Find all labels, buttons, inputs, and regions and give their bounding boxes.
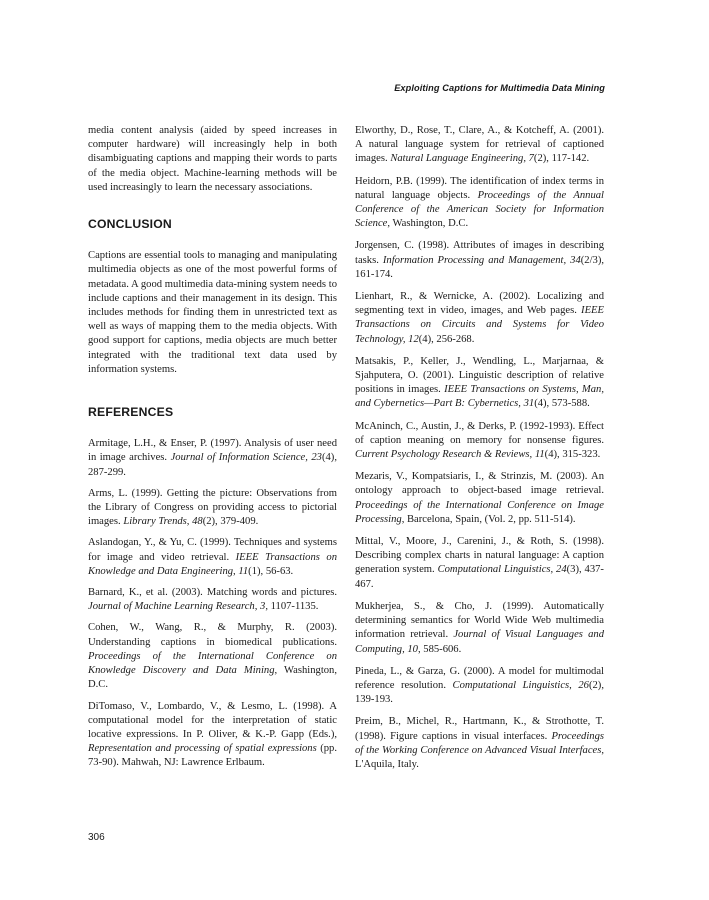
reference-entry: Pineda, L., & Garza, G. (2000). A model for multimodal reference resolution. Computational Linguistics, 26(2), 139-193.	[355, 665, 604, 706]
reference-entry: Cohen, W., Wang, R., & Murphy, R. (2003). Understanding captions in biomedical publications. Proceedings of the International Conference on Knowledge Discovery and Data Mining, Washington, D.C.	[88, 622, 337, 691]
reference-entry: Mezaris, V., Kompatsiaris, I., & Strinzis, M. (2003). An ontology approach to object-based image retrieval. Proceedings of the International Conference on Image Processing, Barcelona, Spain, (Vol. 2, pp. 511-514).	[355, 471, 604, 525]
page-number: 306	[88, 832, 105, 843]
references-heading: REFERENCES	[88, 405, 174, 420]
reference-entry: Mukherjea, S., & Cho, J. (1999). Automatically determining semantics for World Wide Web multimedia information retrieval. Journal of Visual Languages and Computing, 10, 585-606.	[355, 600, 604, 655]
reference-entry: DiTomaso, V., Lombardo, V., & Lesmo, L. (1998). A computational model for the interpretation of static locative expressions. In P. Oliver, & K.-P. Gapp (Eds.), Representation and processing of spatial expressions (pp. 73-90). Mahwah, NJ: Lawrence Erlbaum.	[88, 700, 337, 769]
reference-entry: Arms, L. (1999). Getting the picture: Observations from the Library of Congress on providing access to pictorial images. Library Trends, 48(2), 379-409.	[88, 487, 337, 528]
references-list-right	[355, 124, 604, 772]
reference-entry: Mittal, V., Moore, J., Carenini, J., & Roth, S. (1998). Describing complex charts in natural language: A caption generation system. Computational Linguistics, 24(3), 437-467.	[355, 536, 604, 590]
conclusion-heading: CONCLUSION	[88, 217, 172, 232]
intro-paragraph: media content analysis (aided by speed increases in computer hardware) will increasingly help in both disambiguating captions and mapping their words to parts of the media object. Machine-learning methods will be used increasingly to learn the necessary associations.	[88, 125, 337, 193]
left-column	[88, 124, 337, 778]
reference-entry: Elworthy, D., Rose, T., Clare, A., & Kotcheff, A. (2001). A natural language system for retrieval of captioned images. Natural Language Engineering, 7(2), 117-142.	[355, 125, 604, 165]
reference-entry: Matsakis, P., Keller, J., Wendling, L., Marjarnaa, & Sjahputera, O. (2001). Linguistic description of relative positions in images. IEEE Transactions on Systems, Man, and Cybernetics—Part B: Cybernetics, 31(4), 573-588.	[355, 355, 604, 410]
reference-entry: Aslandogan, Y., & Yu, C. (1999). Techniques and systems for image and video retrieval. IEEE Transactions on Knowledge and Data Engineering, 11(1), 56-63.	[88, 537, 337, 577]
reference-entry: Armitage, L.H., & Enser, P. (1997). Analysis of user need in image archives. Journal of Information Science, 23(4), 287-299.	[88, 438, 337, 478]
reference-entry: Jorgensen, C. (1998). Attributes of images in describing tasks. Information Processing and Management, 34(2/3), 161-174.	[355, 240, 604, 280]
reference-entry: Barnard, K., et al. (2003). Matching words and pictures. Journal of Machine Learning Research, 3, 1107-1135.	[88, 587, 337, 613]
reference-entry: Heidorn, P.B. (1999). The identification of index terms in natural language objects. Proceedings of the Annual Conference of the American Society for Information Science, Washington, D.C.	[355, 175, 604, 230]
right-column	[355, 124, 604, 780]
running-head-title: Exploiting Captions for Multimedia Data Mining	[394, 83, 605, 93]
reference-entry: McAninch, C., Austin, J., & Derks, P. (1992-1993). Effect of caption meaning on memory for nonsense figures. Current Psychology Research & Reviews, 11(4), 315-323.	[355, 420, 604, 461]
reference-entry: Preim, B., Michel, R., Hartmann, K., & Strothotte, T. (1998). Figure captions in visual interfaces. Proceedings of the Working Conference on Advanced Visual Interfaces, L'Aquila, Italy.	[355, 716, 604, 770]
references-list-left	[88, 437, 337, 770]
conclusion-paragraph: Captions are essential tools to managing and manipulating multimedia objects as one of the most powerful forms of metadata. A good multimedia data-mining system needs to include captions and their management in its design. This includes methods for finding them in unrestricted text as well as ways of mapping them to the media objects. With good support for captions, media objects are much better integrated with the traditional text data used by information systems.	[88, 250, 337, 375]
reference-entry: Lienhart, R., & Wernicke, A. (2002). Localizing and segmenting text in video, images, and Web pages. IEEE Transactions on Circuits and Systems for Video Technology, 12(4), 256-268.	[355, 291, 604, 345]
